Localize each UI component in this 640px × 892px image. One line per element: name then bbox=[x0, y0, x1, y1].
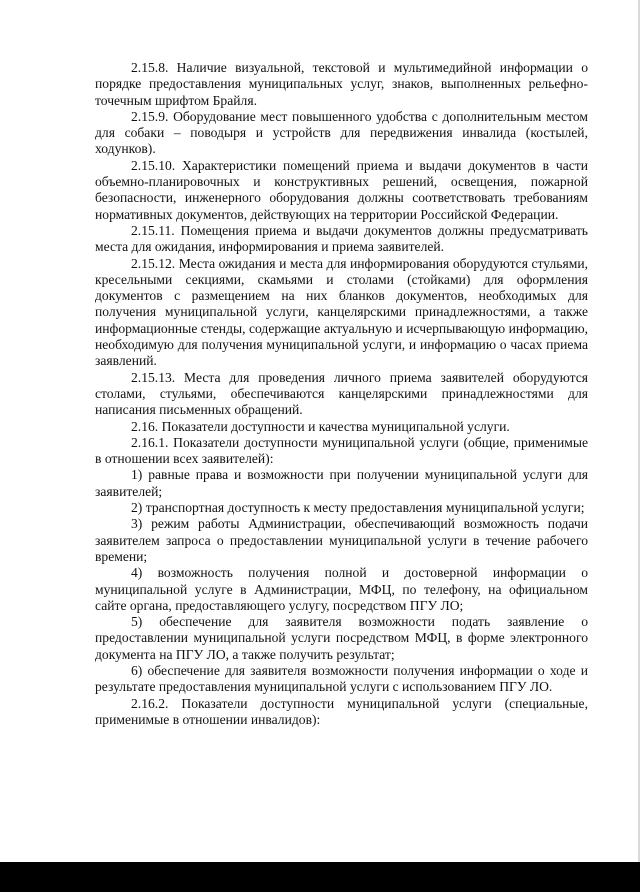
list-item-2: 2) транспортная доступность к месту предоставления муниципальной услуги; bbox=[131, 500, 585, 516]
paragraph-2-15-12: 2.15.12. Места ожидания и места для информирования оборудуются стульями, кресельными секциями, скамьями и столами (стойками) для оформления документов с размещением на них бланков документов, необходимых для получения муниципальной услуги, канцелярскими принадлежностями, а также информационные стенды, содержащие актуальную и исчерпывающую информацию, необходимую для получения муниципальной услуги, и информацию о часах приема заявлений. bbox=[95, 255, 588, 369]
list-item-3: 3) режим работы Администрации, обеспечивающий возможность подачи заявителем запроса о предоставлении муниципальной услуги в течение рабочего времени; bbox=[95, 516, 588, 564]
document-body bbox=[95, 60, 588, 728]
list-item-4: 4) возможность получения полной и достоверной информации о муниципальной услуге в Администрации, МФЦ, по телефону, на официальном сайте органа, предоставляющего услугу, посредством ПГУ ЛО; bbox=[95, 565, 588, 613]
paragraph-2-16-1: 2.16.1. Показатели доступности муниципальной услуги (общие, применимые в отношении всех заявителей): bbox=[95, 434, 588, 467]
paragraph-2-15-8: 2.15.8. Наличие визуальной, текстовой и мультимедийной информации о порядке предоставления муниципальных услуг, знаков, выполненных рельефно-точечным шрифтом Брайля. bbox=[95, 60, 588, 108]
list-item-6: 6) обеспечение для заявителя возможности получения информации о ходе и результате предоставления муниципальной услуги с использованием ПГУ ЛО. bbox=[95, 662, 588, 695]
paragraph-2-15-13: 2.15.13. Места для проведения личного приема заявителей оборудуются столами, стульями, обеспечиваются канцелярскими принадлежностями для написания письменных обращений. bbox=[95, 369, 588, 418]
list-item-1: 1) равные права и возможности при получении муниципальной услуги для заявителей; bbox=[95, 467, 588, 499]
scan-bottom-border bbox=[0, 862, 640, 892]
list-item-5: 5) обеспечение для заявителя возможности подать заявление о предоставлении муниципальной услуги посредством МФЦ, в форме электронного документа на ПГУ ЛО, а также получить результат; bbox=[95, 614, 588, 662]
section-2-16-heading: 2.16. Показатели доступности и качества муниципальной услуги. bbox=[131, 418, 510, 434]
paragraph-2-15-9: 2.15.9. Оборудование мест повышенного удобства с дополнительным местом для собаки – поводыря и устройств для передвижения инвалида (костылей, ходунков). bbox=[95, 108, 588, 157]
paragraph-2-15-10: 2.15.10. Характеристики помещений приема и выдачи документов в части объемно-планировочных и конструктивных решений, освещения, пожарной безопасности, инженерного оборудования должны соответствовать требованиям нормативных документов, действующих на территории Российской Федерации. bbox=[95, 157, 588, 222]
paragraph-2-16-2: 2.16.2. Показатели доступности муниципальной услуги (специальные, применимые в отношении инвалидов): bbox=[95, 695, 588, 727]
paragraph-2-15-11: 2.15.11. Помещения приема и выдачи документов должны предусматривать места для ожидания, информирования и приема заявителей. bbox=[95, 222, 588, 255]
